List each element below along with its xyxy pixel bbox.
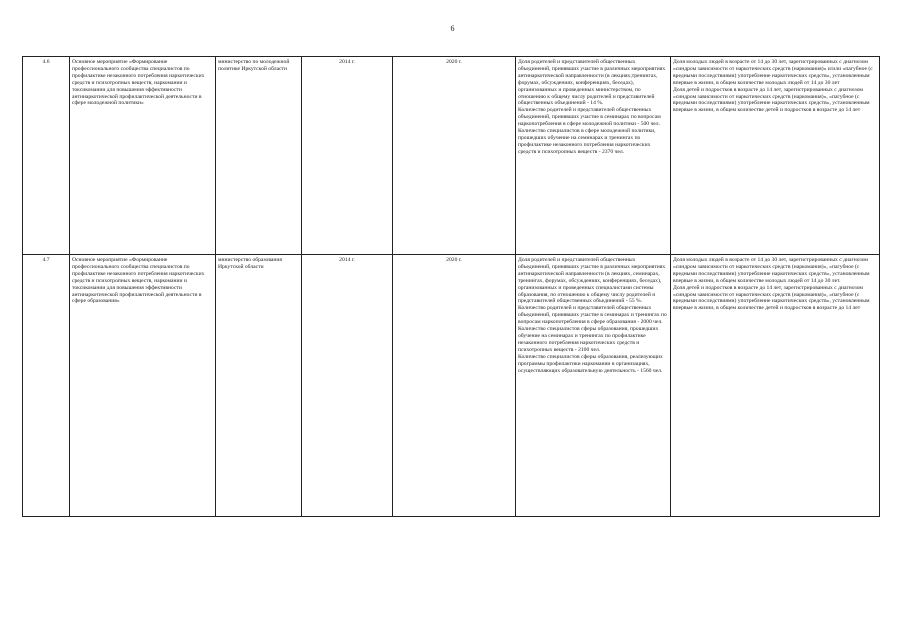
indicator-item: Доля родителей и представителей общественных объединений, принявших участие в различных мероприятиях антинаркотической направленности (в лекциях,тренингах, форумах, обсуждениях, конференциях, беседах), организованных и проведенных министерством, по отношению к общему числу родителей и представителей общественных объединений - 14 %. bbox=[518, 59, 666, 107]
row-number: 4.6 bbox=[23, 57, 70, 255]
result-item: Доля детей и подростков в возрасте до 14 лет, зарегистрированных с диагнозом «синдром зависимости от наркотических средств (наркомания)», «пагубное (с вредными последствиями) употребление наркотических средств», установленным впервые в жизни, в общем количестве детей и подростков в возрасте до 14 лет bbox=[673, 86, 870, 114]
executor: министерство образования Иркутской области bbox=[216, 255, 302, 517]
row-number: 4.7 bbox=[23, 255, 70, 517]
results-cell bbox=[671, 57, 880, 255]
result-item: Доля молодых людей в возрасте от 14 до 30 лет, зарегистрированных с диагнозом «синдром зависимости от наркотических средств (наркомания)» и/или «пагубное (с вредными последствиями) употребление наркотических средств», установленным впервые в жизни, в общем количестве молодых людей от 14 до 30 лет bbox=[673, 59, 873, 86]
activity-name: Основное мероприятие «Формирование профессионального сообщества специалистов по профилактике незаконного потребления наркотических средств и психотропных веществ, наркомании и токсикомании для повышения эффективности антинаркотической профилактической деятельности в сфере образования» bbox=[70, 255, 216, 517]
activity-name: Основное мероприятие «Формирование профессионального сообщества специалистов по профилактике незаконного потребления наркотических средств и психотропных веществ, наркомании и токсикомании для повышения эффективности антинаркотической профилактической деятельности в сфере молодежной политики» bbox=[70, 57, 216, 255]
indicator-item: Количество родителей и представителей общественных объединений, принявших участие в семинарах и тренингах по вопросам наркопотребления в сфере образования - 2000 чел. bbox=[518, 305, 667, 326]
indicators-cell bbox=[516, 255, 671, 517]
page-number: 6 bbox=[450, 24, 455, 33]
results-cell bbox=[671, 255, 880, 517]
result-item: Доля детей и подростков в возрасте до 14 лет, зарегистрированных с диагнозом «синдром зависимости от наркотических средств (наркомания)», «пагубное (с вредными последствиями) употребление наркотических средств», установленным впервые в жизни, в общем количестве детей и подростков в возрасте до 14 лет bbox=[673, 284, 870, 312]
table-row bbox=[23, 57, 880, 255]
result-item: Доля молодых людей в возрасте от 14 до 30 лет, зарегистрированных с диагнозом «синдром зависимости от наркотических средств (наркомания)», «пагубное (с вредными последствиями) употребление наркотических средств», установленным впервые в жизни, в общем количестве молодых людей от 14 до 30 лет. bbox=[673, 257, 870, 284]
indicator-item: Количество специалистов в сфере молодежной политики, прошедших обучение на семинарах и тренингах по профилактике незаконного потребления наркотических средств и психотропных веществ - 2370 чел. bbox=[518, 128, 656, 155]
start-year: 2014 г. bbox=[302, 57, 393, 255]
table-row bbox=[23, 255, 880, 517]
indicator-item: Количество специалистов сферы образования, прошедших обучение на семинарах и тренингах по профилактике незаконного потребления наркотических средств и психотропных веществ - 2100 чел. bbox=[518, 326, 659, 353]
indicator-item: Количество специалистов сферы образования, реализующих программы профилактики наркомании в организациях, осуществляющих образовательную деятельность - 1560 чел. bbox=[518, 353, 663, 374]
indicators-cell bbox=[516, 57, 671, 255]
indicator-item: Количество родителей и представителей общественных объединений, принявших участие в семинарах по вопросам наркопотребления в сфере молодежной политики - 500 чел. bbox=[518, 107, 661, 128]
program-table bbox=[22, 56, 880, 517]
start-year: 2014 г. bbox=[302, 255, 393, 517]
end-year: 2020 г. bbox=[393, 255, 516, 517]
end-year: 2020 г. bbox=[393, 57, 516, 255]
indicator-item: Доля родителей и представителей общественных объединений, принявших участие в различных мероприятиях антинаркотической направленности (в лекциях, семинарах, тренингах, форумах, обсуждениях, конференциях, беседах), организованных и проведенных специалистами системы образования, по отношению к общему числу родителей и представителей общественных объединений - 55 %. bbox=[518, 257, 666, 305]
executor: министерство по молодежной политике Иркутской области bbox=[216, 57, 302, 255]
